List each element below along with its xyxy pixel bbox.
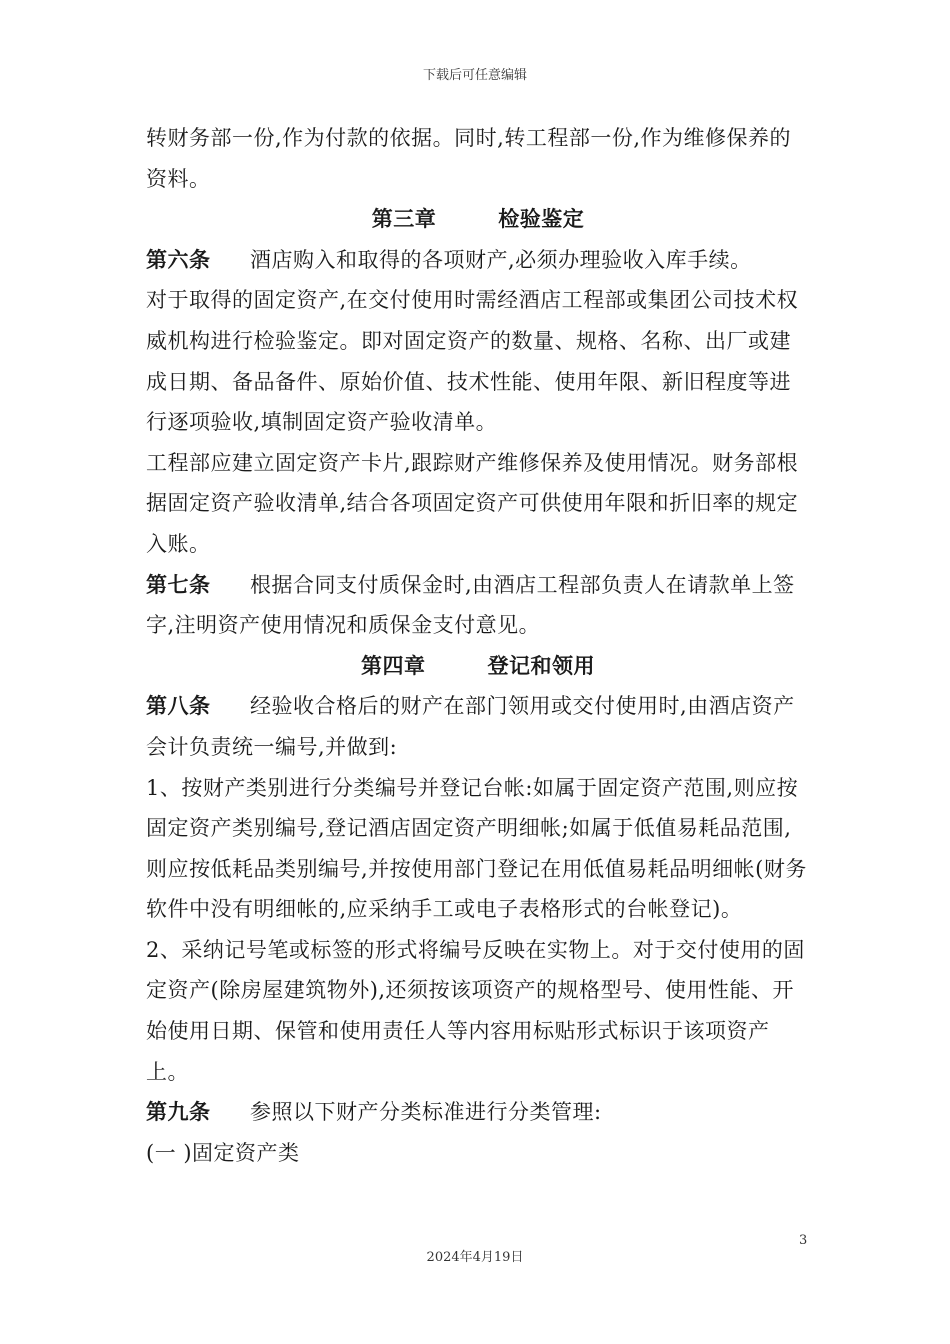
- chapter-number: 第三章: [371, 206, 437, 232]
- paragraph: (一 )固定资产类: [146, 1140, 300, 1165]
- chapter-title: 登记和领用: [487, 652, 595, 678]
- paragraph: 转财务部一份,作为付款的依据。同时,转工程部一份,作为维修保养的资料。: [146, 126, 792, 191]
- paragraph: 2、采纳记号笔或标签的形式将编号反映在实物上。对于交付使用的固定资产(除房屋建筑物外),还须按该项资产的规格型号、使用性能、开始使用日期、保管和使用责任人等内容用标贴形式标识于该项资产上。: [146, 937, 805, 1084]
- article-text: 酒店购入和取得的各项财产,必须办理验收入库手续。: [250, 247, 752, 272]
- paragraph: 工程部应建立固定资产卡片,跟踪财产维修保养及使用情况。财务部根据固定资产验收清单,结合各项固定资产可供使用年限和折旧率的规定入账。: [146, 450, 799, 556]
- article-text: 经验收合格后的财产在部门领用或交付使用时,由酒店资产会计负责统一编号,并做到:: [146, 694, 795, 759]
- chapter-heading: [146, 199, 810, 240]
- article: [146, 1092, 810, 1133]
- document-body: [146, 118, 810, 1173]
- article-text: 参照以下财产分类标准进行分类管理:: [250, 1100, 602, 1125]
- page-number: 3: [799, 1233, 808, 1248]
- chapter-title: 检验鉴定: [498, 206, 585, 232]
- article-label: 第九条: [146, 1099, 211, 1125]
- article-label: 第七条: [146, 571, 211, 597]
- article-text: 根据合同支付质保金时,由酒店工程部负责人在请款单上签字,注明资产使用情况和质保金支付意见。: [146, 572, 795, 638]
- article: [146, 686, 810, 767]
- chapter-number: 第四章: [361, 652, 426, 678]
- article-label: 第六条: [146, 246, 211, 272]
- chapter-heading: [146, 646, 810, 687]
- article: [146, 240, 810, 281]
- article: [146, 565, 810, 646]
- paragraph: 对于取得的固定资产,在交付使用时需经酒店工程部或集团公司技术权威机构进行检验鉴定。即对固定资产的数量、规格、名称、出厂或建成日期、备品备件、原始价值、技术性能、使用年限、新旧程度等进行逐项验收,填制固定资产验收清单。: [146, 288, 799, 435]
- article-label: 第八条: [146, 693, 211, 719]
- paragraph: 1、按财产类别进行分类编号并登记台帐:如属于固定资产范围,则应按固定资产类别编号,登记酒店固定资产明细帐;如属于低值易耗品范围,则应按低耗品类别编号,并按使用部门登记在用低值易耗品明细帐(财务软件中没有明细帐的,应采纳手工或电子表格形式的台帐登记)。: [146, 775, 807, 922]
- page-header: 下载后可任意编辑: [422, 68, 527, 83]
- page-footer-date: 2024年4月19日: [426, 1250, 524, 1265]
